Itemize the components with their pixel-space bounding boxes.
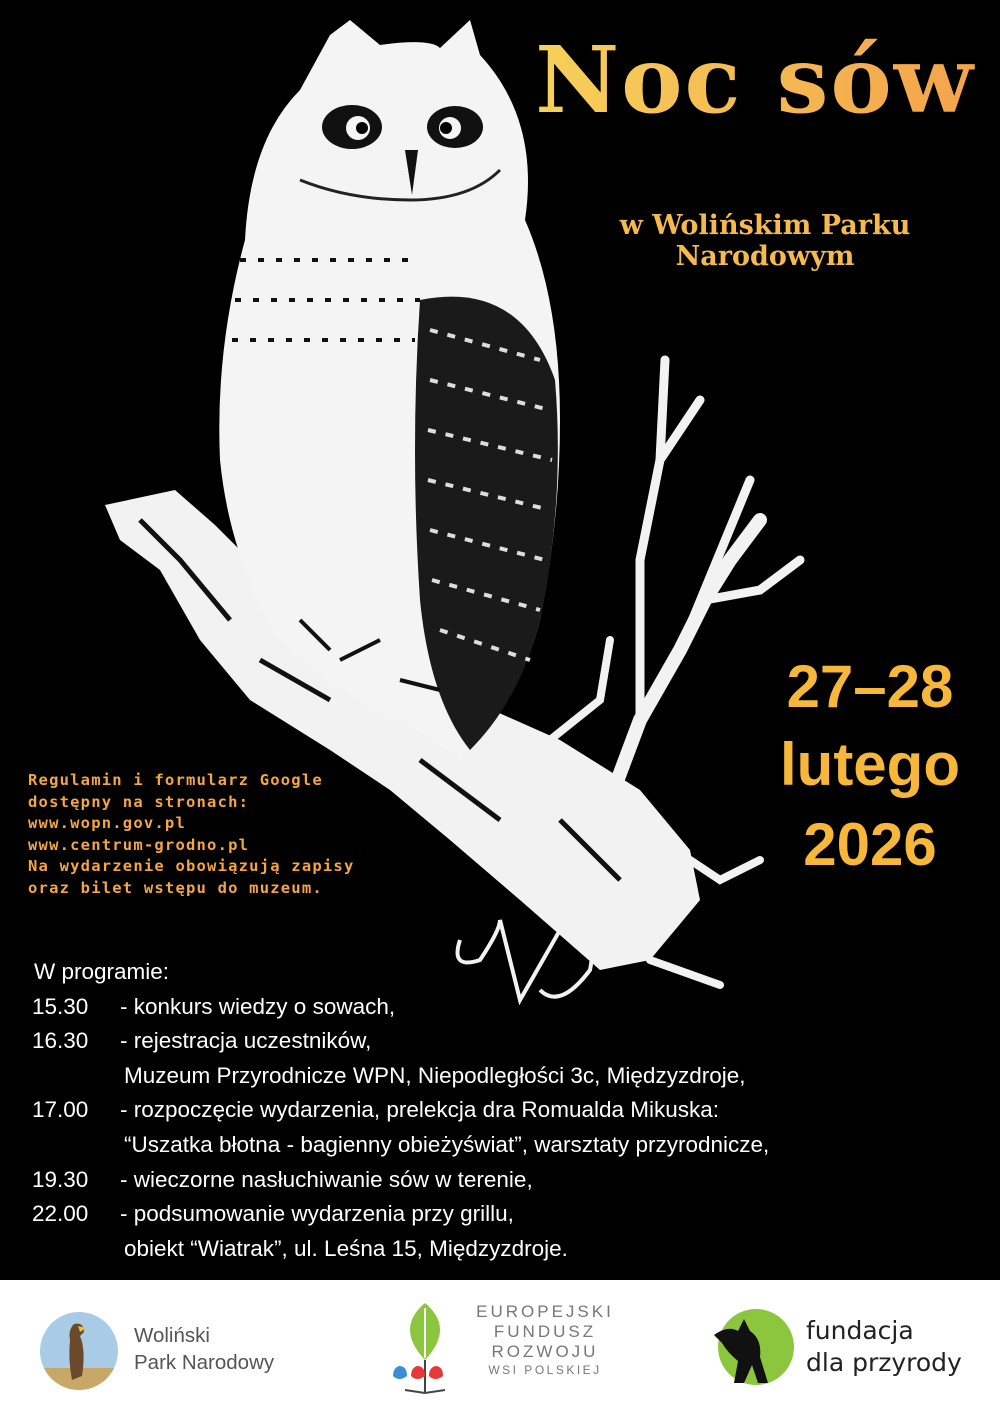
registration-info [28,770,428,899]
program-dash: - [120,993,134,1019]
program-item-continuation [32,1128,982,1163]
program-item-continuation [32,1232,982,1267]
program-item-continuation [32,1059,982,1094]
program-time: 22.00 [32,1201,89,1227]
info-line: oraz bilet wstępu do muzeum. [28,878,323,897]
program-text: Muzeum Przyrodnicze WPN, Niepodległości 3c, Międzyzdroje, [124,1062,746,1088]
info-line: Regulamin i formularz Google [28,771,323,789]
efrwp-line1: EUROPEJSKI [476,1302,614,1321]
date-year: 2026 [803,811,937,878]
program-text: rejestracja uczestników, [133,1028,372,1054]
efrwp-line2: FUNDUSZ [493,1322,597,1341]
program-dash: - [120,1028,134,1054]
program-time: 17.00 [32,1097,89,1123]
info-link-grodno[interactable]: www.centrum-grodno.pl [28,835,250,854]
fdp-line1: fundacja [806,1316,914,1345]
efrwp-line4: WSI POLSKIEJ [488,1363,602,1377]
program-text: wieczorne nasłuchiwanie sów w terenie, [133,1166,533,1192]
program-text: obiekt “Wiatrak”, ul. Leśna 15, Międzyzdroje. [124,1235,568,1261]
leaf-icon [385,1298,465,1398]
logo-efrwp [385,1298,625,1400]
sponsor-footer [0,1280,1000,1415]
logo-wolinski-park-narodowy [38,1310,338,1390]
program-heading: W programie: [34,959,170,984]
poster-title: Noc sów [520,30,990,131]
program-section [32,955,982,1266]
wpn-name-line1: Woliński [134,1324,210,1347]
program-item [32,1197,982,1232]
fdp-line2: dla przyrody [806,1348,962,1377]
date-days: 27–28 [786,653,954,720]
program-time: 15.30 [32,993,89,1019]
program-text: “Uszatka błotna - bagienny obieżyświat”, warsztaty przyrodnicze, [124,1131,770,1157]
program-item [32,1163,982,1198]
program-text: konkurs wiedzy o sowach, [133,993,396,1019]
eagle-icon [38,1310,120,1392]
info-line: Na wydarzenie obowiązują zapisy [28,857,355,875]
poster-subtitle: w Wolińskim Parku Narodowym [619,210,911,272]
program-text: podsumowanie wydarzenia przy grillu, [133,1201,514,1227]
program-dash: - [120,1166,134,1192]
program-dash: - [120,1201,134,1227]
program-time: 16.30 [32,1028,89,1054]
wpn-name-line2: Park Narodowy [134,1351,275,1374]
date-month: lutego [780,731,960,798]
efrwp-line3: ROZWOJU [491,1342,599,1361]
info-link-wopn[interactable]: www.wopn.gov.pl [28,814,186,832]
program-item [32,1093,982,1128]
program-dash: - [120,1097,134,1123]
program-time: 19.30 [32,1166,89,1192]
program-item [32,990,982,1025]
info-line: dostępny na stronach: [28,792,250,811]
program-text: rozpoczęcie wydarzenia, prelekcja dra Romualda Mikuska: [133,1097,720,1123]
program-item [32,1024,982,1059]
logo-fundacja-dla-przyrody [710,1305,990,1395]
wolf-icon [710,1305,794,1389]
